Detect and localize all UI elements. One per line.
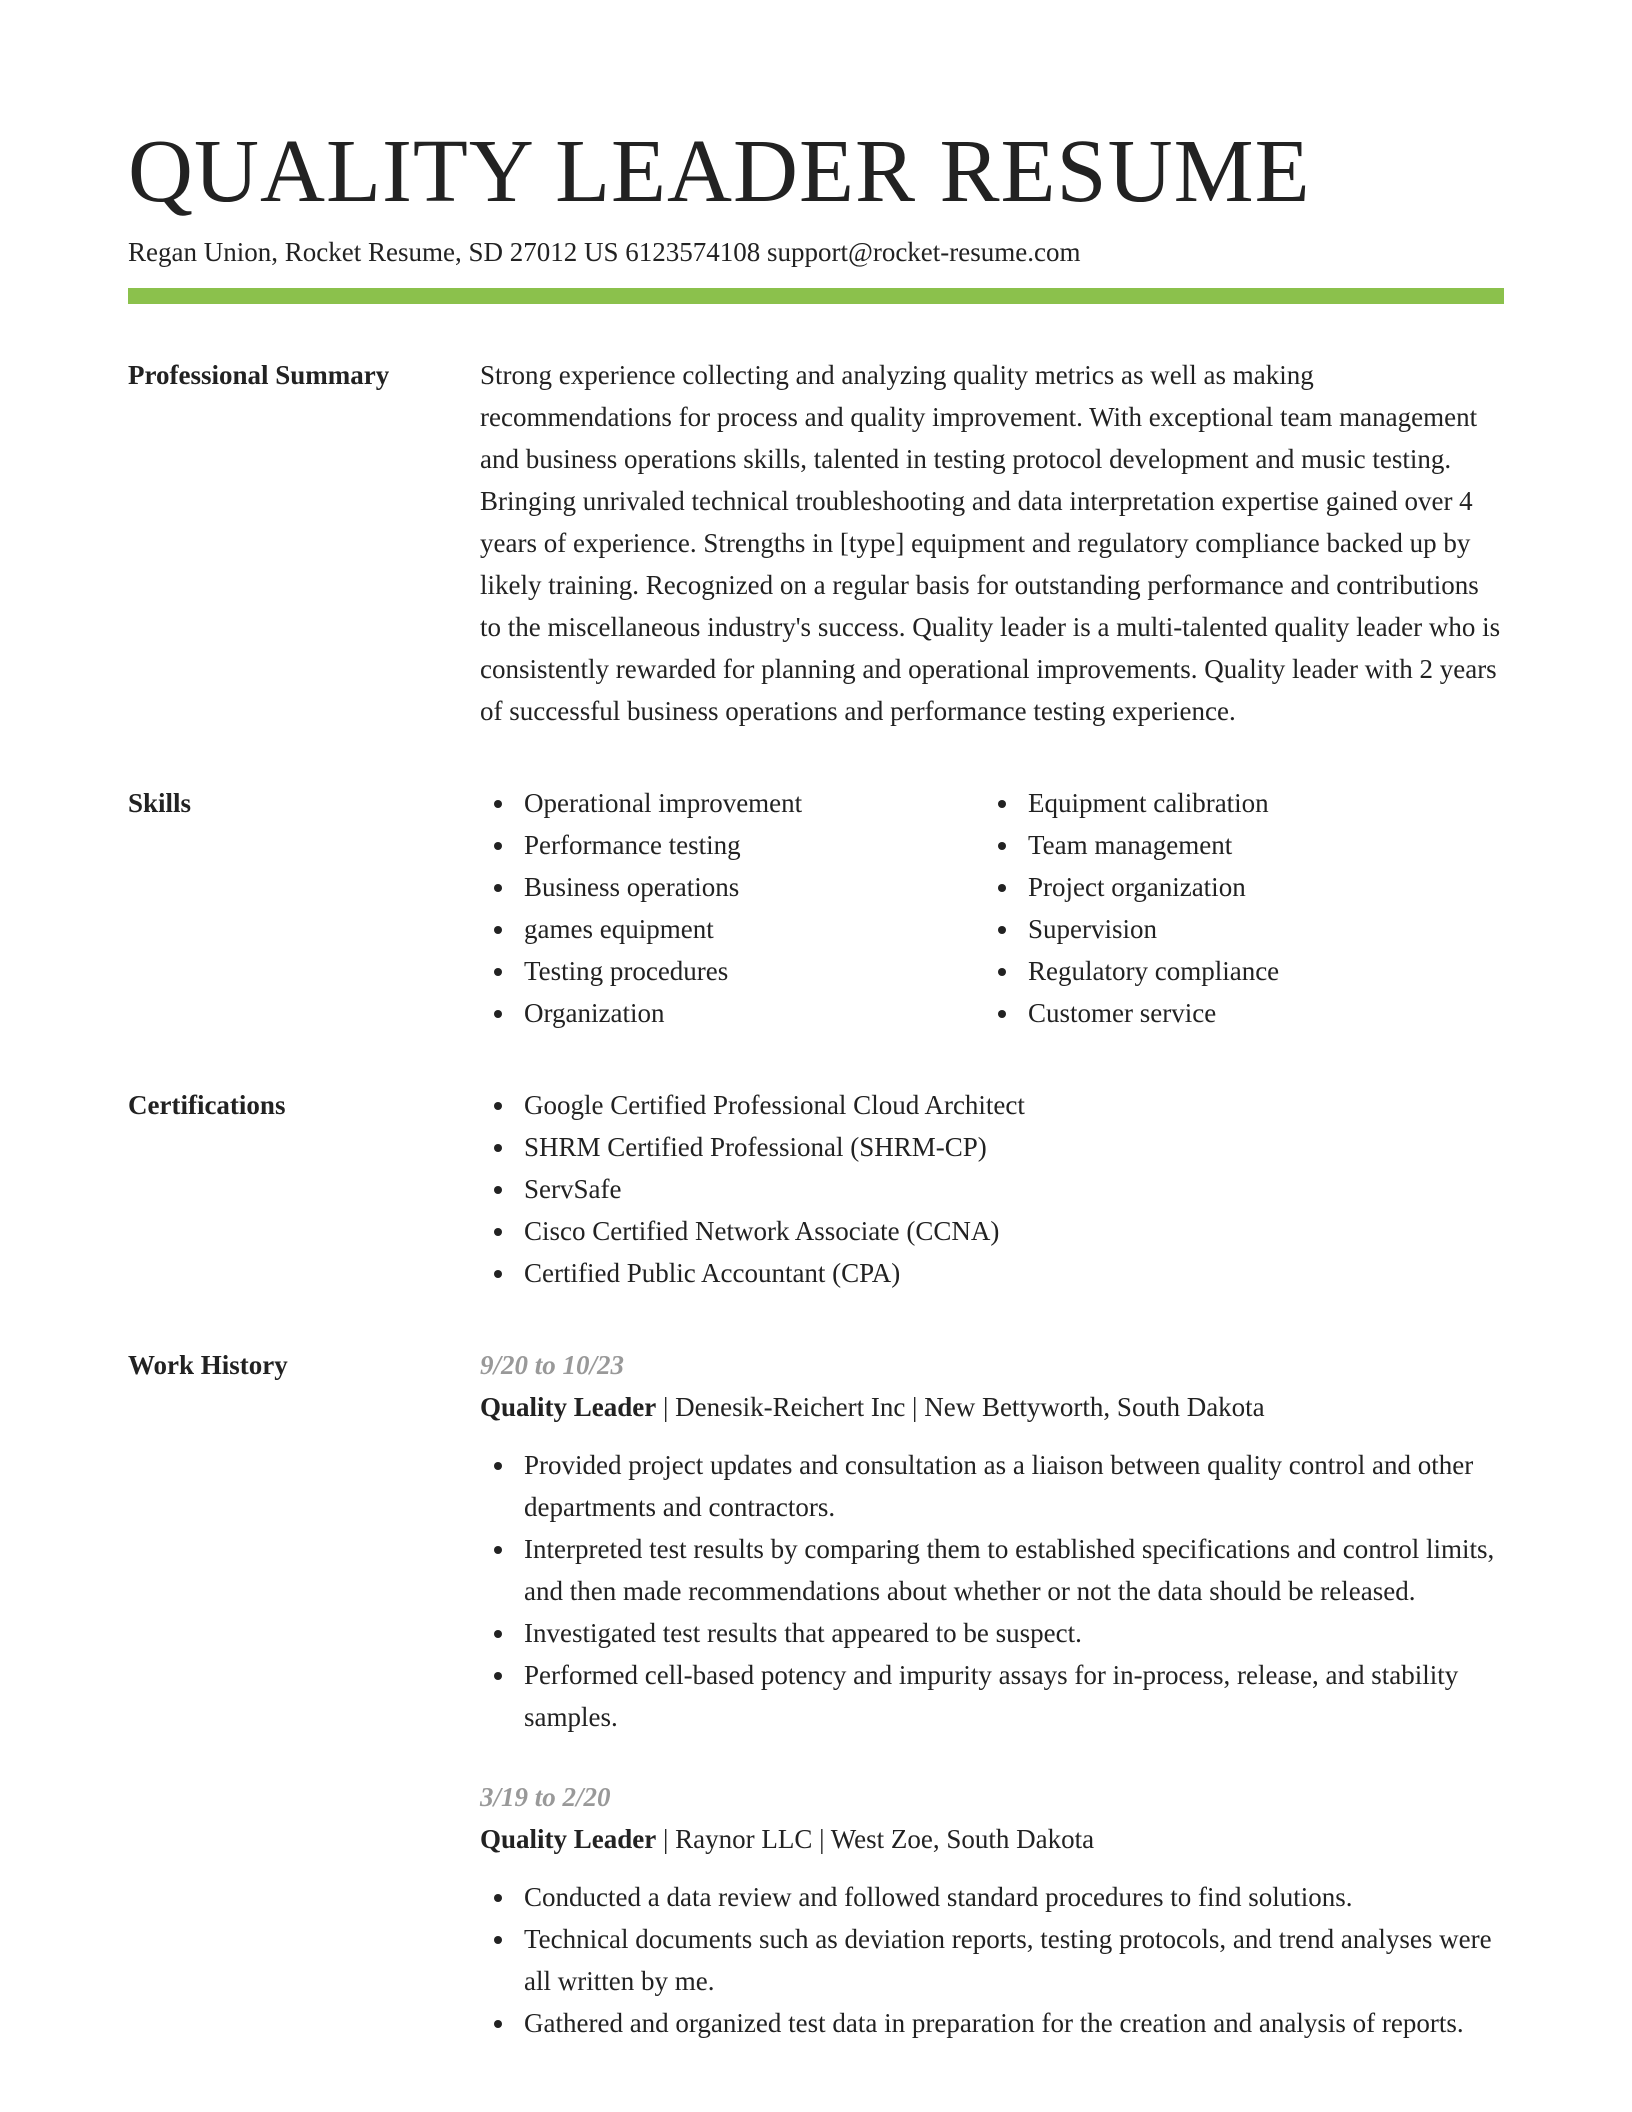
skill-item: Supervision — [984, 908, 1488, 950]
job-bullet: Investigated test results that appeared to be suspect. — [480, 1612, 1504, 1654]
skills-columns — [480, 782, 1504, 1034]
summary-section — [128, 354, 1504, 732]
skill-item: Regulatory compliance — [984, 950, 1488, 992]
skills-section — [128, 782, 1504, 1034]
skill-item: Business operations — [480, 866, 984, 908]
job-dates: 3/19 to 2/20 — [480, 1782, 611, 1812]
job-entry — [480, 1776, 1504, 2044]
job-bullet: Provided project updates and consultation as a liaison between quality control and other departments and contractors. — [480, 1444, 1504, 1528]
contact-info: Regan Union, Rocket Resume, SD 27012 US 6123574108 support@rocket-resume.com — [128, 237, 1081, 267]
job-bullet: Interpreted test results by comparing them to established specifications and control limits, and then made recommendations about whether or not the data should be released. — [480, 1528, 1504, 1612]
job-heading — [480, 1818, 1504, 1860]
skill-item: Testing procedures — [480, 950, 984, 992]
job-details: | Denesik-Reichert Inc | New Bettyworth, South Dakota — [656, 1392, 1265, 1422]
job-dates: 9/20 to 10/23 — [480, 1350, 625, 1380]
skills-list-right — [984, 782, 1488, 1034]
skill-item: Customer service — [984, 992, 1488, 1034]
job-bullet: Gathered and organized test data in preparation for the creation and analysis of reports. — [480, 2002, 1504, 2044]
skill-item: Performance testing — [480, 824, 984, 866]
job-bullet: Conducted a data review and followed standard procedures to find solutions. — [480, 1876, 1504, 1918]
skill-item: Equipment calibration — [984, 782, 1488, 824]
work-history-section — [128, 1344, 1504, 2082]
certification-item: SHRM Certified Professional (SHRM-CP) — [480, 1126, 1504, 1168]
job-entry — [480, 1344, 1504, 1738]
job-bullets — [480, 1444, 1504, 1738]
work-history-heading: Work History — [128, 1350, 288, 1380]
certification-item: Google Certified Professional Cloud Architect — [480, 1084, 1504, 1126]
job-bullet: Technical documents such as deviation reports, testing protocols, and trend analyses were all written by me. — [480, 1918, 1504, 2002]
accent-divider — [128, 288, 1504, 304]
work-history-content — [480, 1344, 1504, 2082]
job-bullet: Performed cell-based potency and impurity assays for in-process, release, and stability samples. — [480, 1654, 1504, 1738]
skill-item: Operational improvement — [480, 782, 984, 824]
resume-title: QUALITY LEADER RESUME — [128, 122, 1311, 221]
resume-page — [128, 118, 1504, 2082]
certifications-content — [480, 1084, 1504, 1294]
job-title: Quality Leader — [480, 1824, 657, 1854]
summary-heading: Professional Summary — [128, 360, 390, 390]
skill-item: games equipment — [480, 908, 984, 950]
job-details: | Raynor LLC | West Zoe, South Dakota — [656, 1824, 1095, 1854]
job-heading — [480, 1386, 1504, 1428]
certifications-heading: Certifications — [128, 1090, 286, 1120]
skills-heading: Skills — [128, 788, 192, 818]
certification-item: ServSafe — [480, 1168, 1504, 1210]
certification-item: Cisco Certified Network Associate (CCNA) — [480, 1210, 1504, 1252]
certifications-list — [480, 1084, 1504, 1294]
job-bullets — [480, 1876, 1504, 2044]
skill-item: Organization — [480, 992, 984, 1034]
certifications-section — [128, 1084, 1504, 1294]
job-title: Quality Leader — [480, 1392, 657, 1422]
summary-text: Strong experience collecting and analyzing quality metrics as well as making recommendations for process and quality improvement. With exceptional team management and business operations skills, talented in testing protocol development and music testing. Bringing unrivaled technical troubleshooting and data interpretation expertise gained over 4 years of experience. Strengths in [type] equipment and regulatory compliance backed up by likely training. Recognized on a regular basis for outstanding performance and contributions to the miscellaneous industry's success. Quality leader is a multi-talented quality leader who is consistently rewarded for planning and operational improvements. Quality leader with 2 years of successful business operations and performance testing experience. — [480, 360, 1501, 726]
skills-list-left — [480, 782, 984, 1034]
skill-item: Team management — [984, 824, 1488, 866]
skill-item: Project organization — [984, 866, 1488, 908]
certification-item: Certified Public Accountant (CPA) — [480, 1252, 1504, 1294]
